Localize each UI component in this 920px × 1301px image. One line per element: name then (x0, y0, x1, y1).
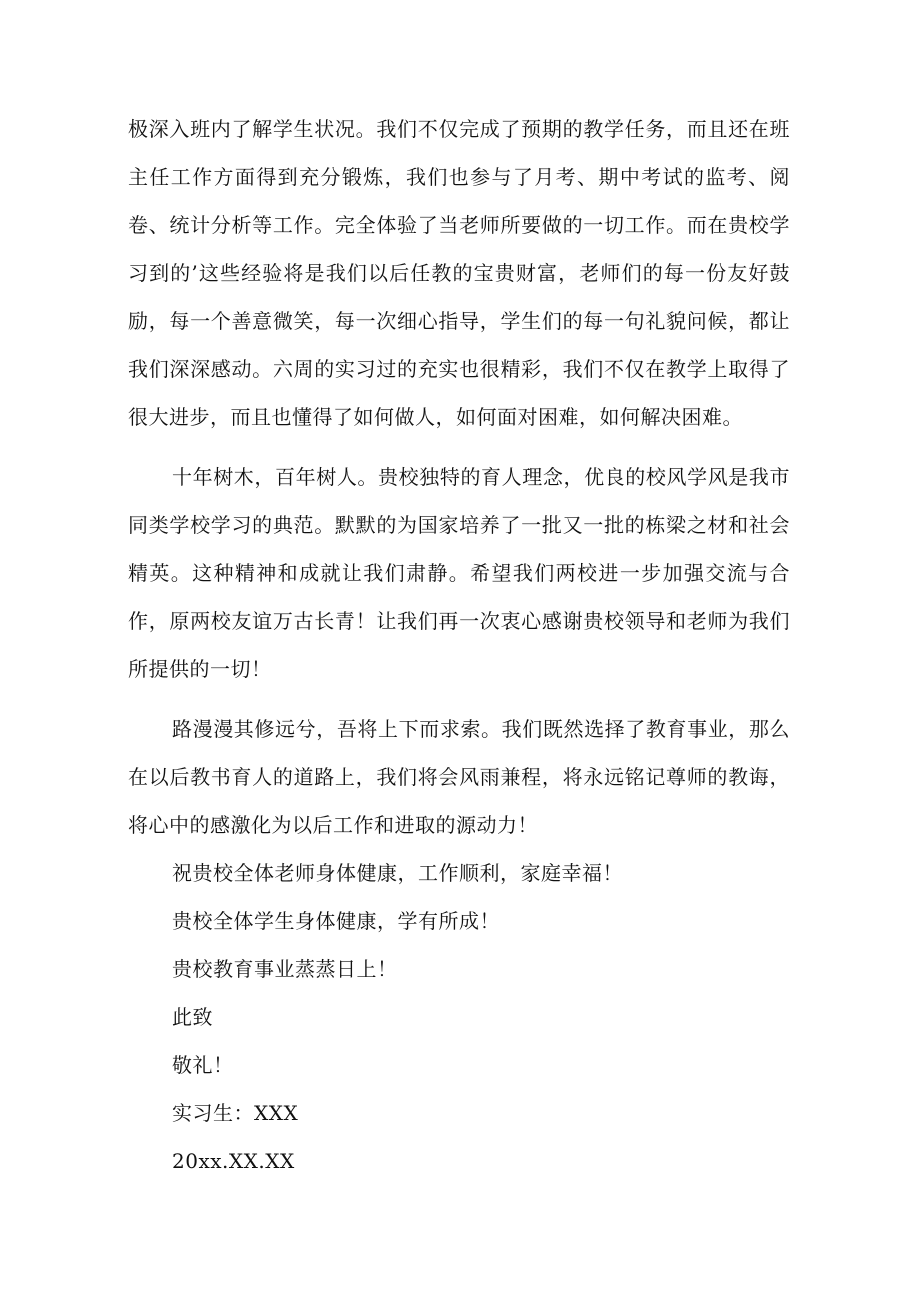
paragraph-internship-experience: 极深入班内了解学生状况。我们不仅完成了预期的教学任务，而且还在班主任工作方面得到充分锻炼，我们也参与了月考、期中考试的监考、阅卷、统计分析等工作。完全体验了当老师所要做的一切工作。而在贵校学习到的’这些经验将是我们以后任教的宝贵财富，老师们的每一份友好鼓励，每一个善意微笑，每一次细心指导，学生们的每一句礼貌问候，都让我们深深感动。六周的实习过的充实也很精彩，我们不仅在教学上取得了很大进步，而且也懂得了如何做人，如何面对困难，如何解决困难。 (128, 117, 790, 429)
closing-salutation: 此致 (172, 1005, 213, 1029)
wish-students: 贵校全体学生身体健康，学有所成！ (172, 909, 500, 933)
signature-author: 实习生：XXX (172, 1101, 299, 1125)
wish-teachers: 祝贵校全体老师身体健康，工作顺利，家庭幸福！ (172, 861, 623, 885)
signature-date: 20xx.XX.XX (172, 1149, 295, 1173)
wish-school: 贵校教育事业蒸蒸日上！ (172, 957, 398, 981)
paragraph-school-praise: 十年树木，百年树人。贵校独特的育人理念，优良的校风学风是我市同类学校学习的典范。默默的为国家培养了一批又一批的栋梁之材和社会精英。这种精神和成就让我们肃静。希望我们两校进一步加强交流与合作，原两校友谊万古长青！让我们再一次衷心感谢贵校领导和老师为我们所提供的一切！ (128, 465, 790, 681)
letter-body (128, 105, 790, 1185)
closing-regards: 敬礼！ (172, 1053, 234, 1077)
paragraph-future-commitment: 路漫漫其修远兮，吾将上下而求索。我们既然选择了教育事业，那么在以后教书育人的道路上，我们将会风雨兼程，将永远铭记尊师的教诲，将心中的感激化为以后工作和进取的源动力！ (128, 717, 790, 837)
